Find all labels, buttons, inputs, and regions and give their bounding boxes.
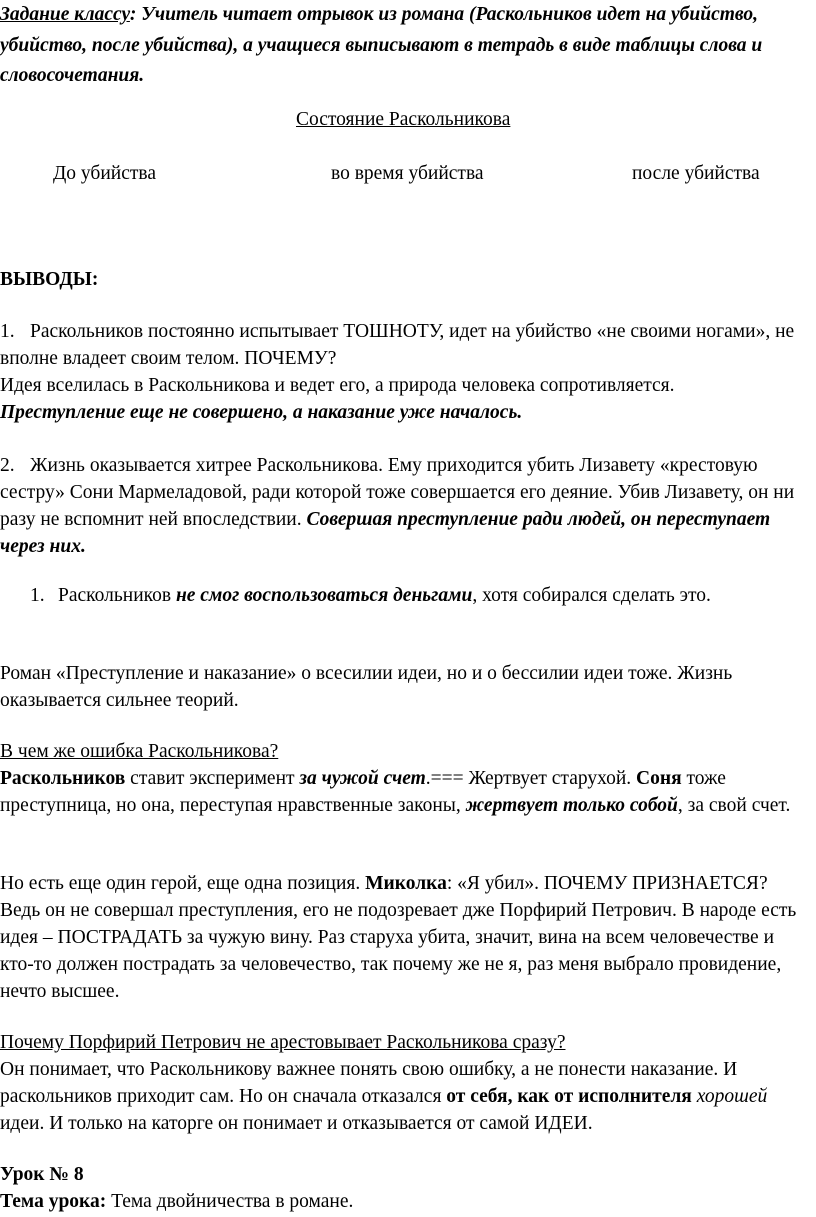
error-section <box>0 738 810 819</box>
mikolka-paragraph <box>0 870 810 1005</box>
error-paragraph <box>0 765 810 819</box>
conclusion-2-main <box>0 452 810 560</box>
porfiry-text-1: Он понимает, что Раскольникову важнее понять свою ошибку, а не понести наказание. И раскольников приходит сам. Но он сначала отказался <box>0 1059 738 1107</box>
novel-summary: Роман «Преступление и наказание» о всесилии идеи, но и о бессилии идеи тоже. Жизнь оказывается сильнее теорий. <box>0 663 733 711</box>
error-text-1: ставит эксперимент <box>125 768 300 789</box>
porfiry-bold: от себя, как от исполнителя <box>446 1086 692 1107</box>
error-emphasis-1: за чужой счет <box>299 768 426 789</box>
lesson-topic <box>0 1188 810 1215</box>
table-caption: Состояние Раскольникова <box>296 109 511 130</box>
lesson-title: Урок № 8 <box>0 1164 84 1185</box>
column-after: после убийства <box>632 163 760 184</box>
error-text-3: тоже преступница, но она, переступая нравственные законы, <box>0 768 726 816</box>
raskolnikov-name: Раскольников <box>0 768 126 789</box>
porfiry-section <box>0 1029 810 1137</box>
conclusion-item-2 <box>0 452 810 560</box>
lesson-topic-text: Тема двойничества в романе. <box>106 1191 354 1212</box>
porfiry-text-2: идеи. И только на каторге он понимает и отказывается от самой ИДЕИ. <box>0 1113 593 1134</box>
conclusion-3-suffix: , хотя собирался сделать это. <box>472 585 711 606</box>
porfiry-question: Почему Порфирий Петрович не арестовывает Раскольникова сразу? <box>0 1032 566 1053</box>
conclusion-2-number: 2. <box>0 455 15 476</box>
lesson-topic-label: Тема урока: <box>0 1191 107 1212</box>
conclusions-heading: ВЫВОДЫ: <box>0 269 99 290</box>
mikolka-text-1: Но есть еще один герой, еще одна позиция. <box>0 873 366 894</box>
task-lead: Задание классу <box>0 4 130 25</box>
mikolka-text-2: : «Я убил». ПОЧЕМУ ПРИЗНАЕТСЯ? Ведь он не совершал преступления, его не подозревает дже Порфирий Петрович. В народе есть идея – ПОСТРАДАТЬ за чужую вину. Раз старуха убита, значит, вина на всем человечестве и кто-то должен пострадать за человечество, так почему же не я, раз меня выбрало провидение, нечто высшее. <box>0 873 797 1002</box>
conclusion-3-main <box>30 582 810 609</box>
porfiry-italic: хорошей <box>691 1086 768 1107</box>
column-during: во время убийства <box>331 163 484 184</box>
conclusion-2-emphasis: Совершая преступление ради людей, он переступает через них. <box>0 509 771 557</box>
conclusion-1-emphasis: Преступление еще не совершено, а наказание уже началось. <box>0 402 523 423</box>
error-emphasis-2: жертвует только собой <box>465 795 678 816</box>
conclusion-3-number: 1. <box>30 585 45 606</box>
error-text-2: .=== Жертвует старухой. <box>425 768 637 789</box>
mikolka-name: Миколка <box>365 873 447 894</box>
task-paragraph <box>0 0 810 92</box>
conclusion-1-main <box>0 318 810 372</box>
task-text: : Учитель читает отрывок из романа (Раскольников идет на убийство, убийство, после убийства), а учащиеся выписывают в тетрадь в виде таблицы слова и словосочетания. <box>0 4 763 86</box>
column-before: До убийства <box>53 163 156 184</box>
porfiry-paragraph <box>0 1056 810 1137</box>
conclusion-1-text: Раскольников постоянно испытывает ТОШНОТУ, идет на убийство «не своими ногами», не вполне владеет своим телом. ПОЧЕМУ? <box>0 321 795 369</box>
conclusion-2-text: Жизнь оказывается хитрее Раскольникова. Ему приходится убить Лизавету «крестовую сестру» Сони Мармеладовой, ради которой тоже совершается его деяние. Убив Лизавету, он ни разу не вспомнит ней впоследствии. <box>0 455 795 530</box>
error-question: В чем же ошибка Раскольникова? <box>0 741 279 762</box>
conclusion-3-emphasis: не смог воспользоваться деньгами <box>175 585 473 606</box>
lesson-section <box>0 1161 810 1215</box>
conclusion-1-number: 1. <box>0 321 15 342</box>
conclusion-3-prefix: Раскольников <box>58 585 176 606</box>
conclusion-1-line2: Идея вселилась в Раскольникова и ведет его, а природа человека сопротивляется. <box>0 375 675 396</box>
conclusion-item-3 <box>30 582 810 609</box>
error-text-4: , за свой счет. <box>677 795 791 816</box>
conclusion-item-1 <box>0 318 810 426</box>
sonya-name: Соня <box>636 768 682 789</box>
